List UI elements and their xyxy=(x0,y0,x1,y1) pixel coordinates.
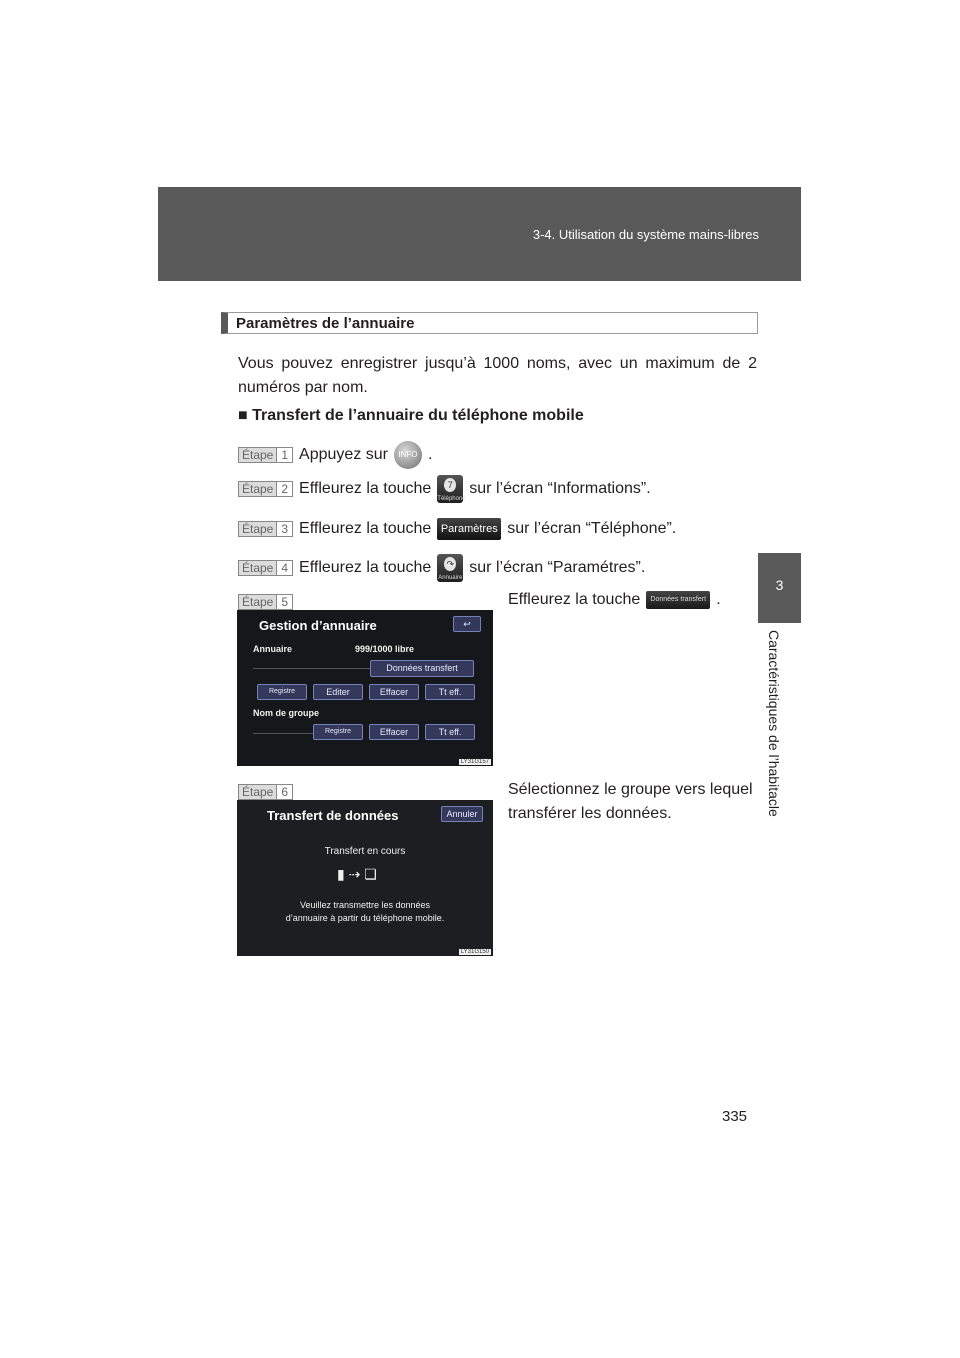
step-badge: Étape 3 xyxy=(238,521,293,537)
screen-title: Gestion d’annuaire xyxy=(259,618,377,633)
effacer-button: Effacer xyxy=(369,684,419,700)
step-text: Appuyez sur xyxy=(299,446,388,463)
transfer-message-line-1: Veuillez transmettre les données xyxy=(299,900,431,910)
step-1 xyxy=(238,441,432,469)
group-label: Nom de groupe xyxy=(253,708,320,718)
annuaire-count: 999/1000 libre xyxy=(355,644,415,654)
donnees-transfert-button-icon: Données transfert xyxy=(646,591,710,609)
step-badge: Étape 2 xyxy=(238,481,293,497)
chapter-label-text: Caractéristiques de l’habitacle xyxy=(766,630,782,817)
step-text: Effleurez la touche xyxy=(508,591,641,608)
divider xyxy=(253,733,313,734)
chapter-tab xyxy=(758,553,801,623)
annuler-button: Annuler xyxy=(441,806,483,822)
annuaire-label: Annuaire xyxy=(253,644,293,654)
chapter-number: 3 xyxy=(775,577,784,593)
step-badge: Étape 6 xyxy=(238,784,293,800)
effacer-group-button: Effacer xyxy=(369,724,419,740)
tout-effacer-button: Tt eff. xyxy=(425,684,475,700)
back-icon: ↩ xyxy=(453,616,481,632)
transfer-message-line-2: d’annuaire à partir du téléphone mobile. xyxy=(285,913,445,923)
step-text: sur l’écran “Téléphone”. xyxy=(507,520,677,537)
step-text: Effleurez la touche xyxy=(299,520,432,537)
divider xyxy=(253,668,373,669)
chapter-label xyxy=(766,630,794,820)
transfer-status: Transfert en cours xyxy=(324,846,406,857)
section-heading-bar xyxy=(221,312,758,334)
step-2 xyxy=(238,475,651,503)
registre-button: Registre xyxy=(257,684,307,700)
page-header xyxy=(158,187,801,281)
telephone-button-icon: 7 Téléphone xyxy=(437,475,463,503)
tout-effacer-group-button: Tt eff. xyxy=(425,724,475,740)
intro-paragraph: Vous pouvez enregistrer jusqu’à 1000 noms, avec un maximum de 2 numéros par nom. xyxy=(238,355,757,396)
step-badge: Étape 5 xyxy=(238,594,293,610)
editer-button: Editer xyxy=(313,684,363,700)
step-text: sur l’écran “Paramétres”. xyxy=(469,559,646,576)
info-button-icon: INFO xyxy=(394,441,422,469)
registre-group-button: Registre xyxy=(313,724,363,740)
step-5-text xyxy=(508,588,721,612)
section-title: Paramètres de l’annuaire xyxy=(236,315,415,332)
step-6-text: Sélectionnez le groupe vers lequel transférer les données. xyxy=(508,781,753,822)
parametres-button-icon: Paramètres xyxy=(437,518,501,540)
phone-to-book-icon: ▮ ⇢ ❏ xyxy=(337,866,377,882)
sub-heading: ■ Transfert de l’annuaire du téléphone mobile xyxy=(238,407,584,424)
screenshot-gestion-annuaire xyxy=(237,610,493,766)
header-title: 3-4. Utilisation du système mains-libres xyxy=(532,227,759,242)
step-badge: Étape 4 xyxy=(238,560,293,576)
step-text: sur l’écran “Informations”. xyxy=(469,480,651,497)
step-3 xyxy=(238,518,676,540)
annuaire-button-icon: ↷ Annuaire xyxy=(437,554,463,582)
donnees-transfert-button: Données transfert xyxy=(370,660,474,677)
step-text: . xyxy=(427,446,433,463)
page-number: 335 xyxy=(722,1108,748,1125)
figure-code: LY31G157 xyxy=(460,759,489,765)
figure-code: LY31G150 xyxy=(460,949,489,955)
screenshot-transfert-donnees xyxy=(237,800,493,956)
step-text: Effleurez la touche xyxy=(299,480,432,497)
step-badge: Étape 1 xyxy=(238,447,293,463)
screen-title: Transfert de données xyxy=(267,808,399,823)
step-text: . xyxy=(716,591,721,608)
step-4 xyxy=(238,554,645,582)
step-text: Effleurez la touche xyxy=(299,559,432,576)
